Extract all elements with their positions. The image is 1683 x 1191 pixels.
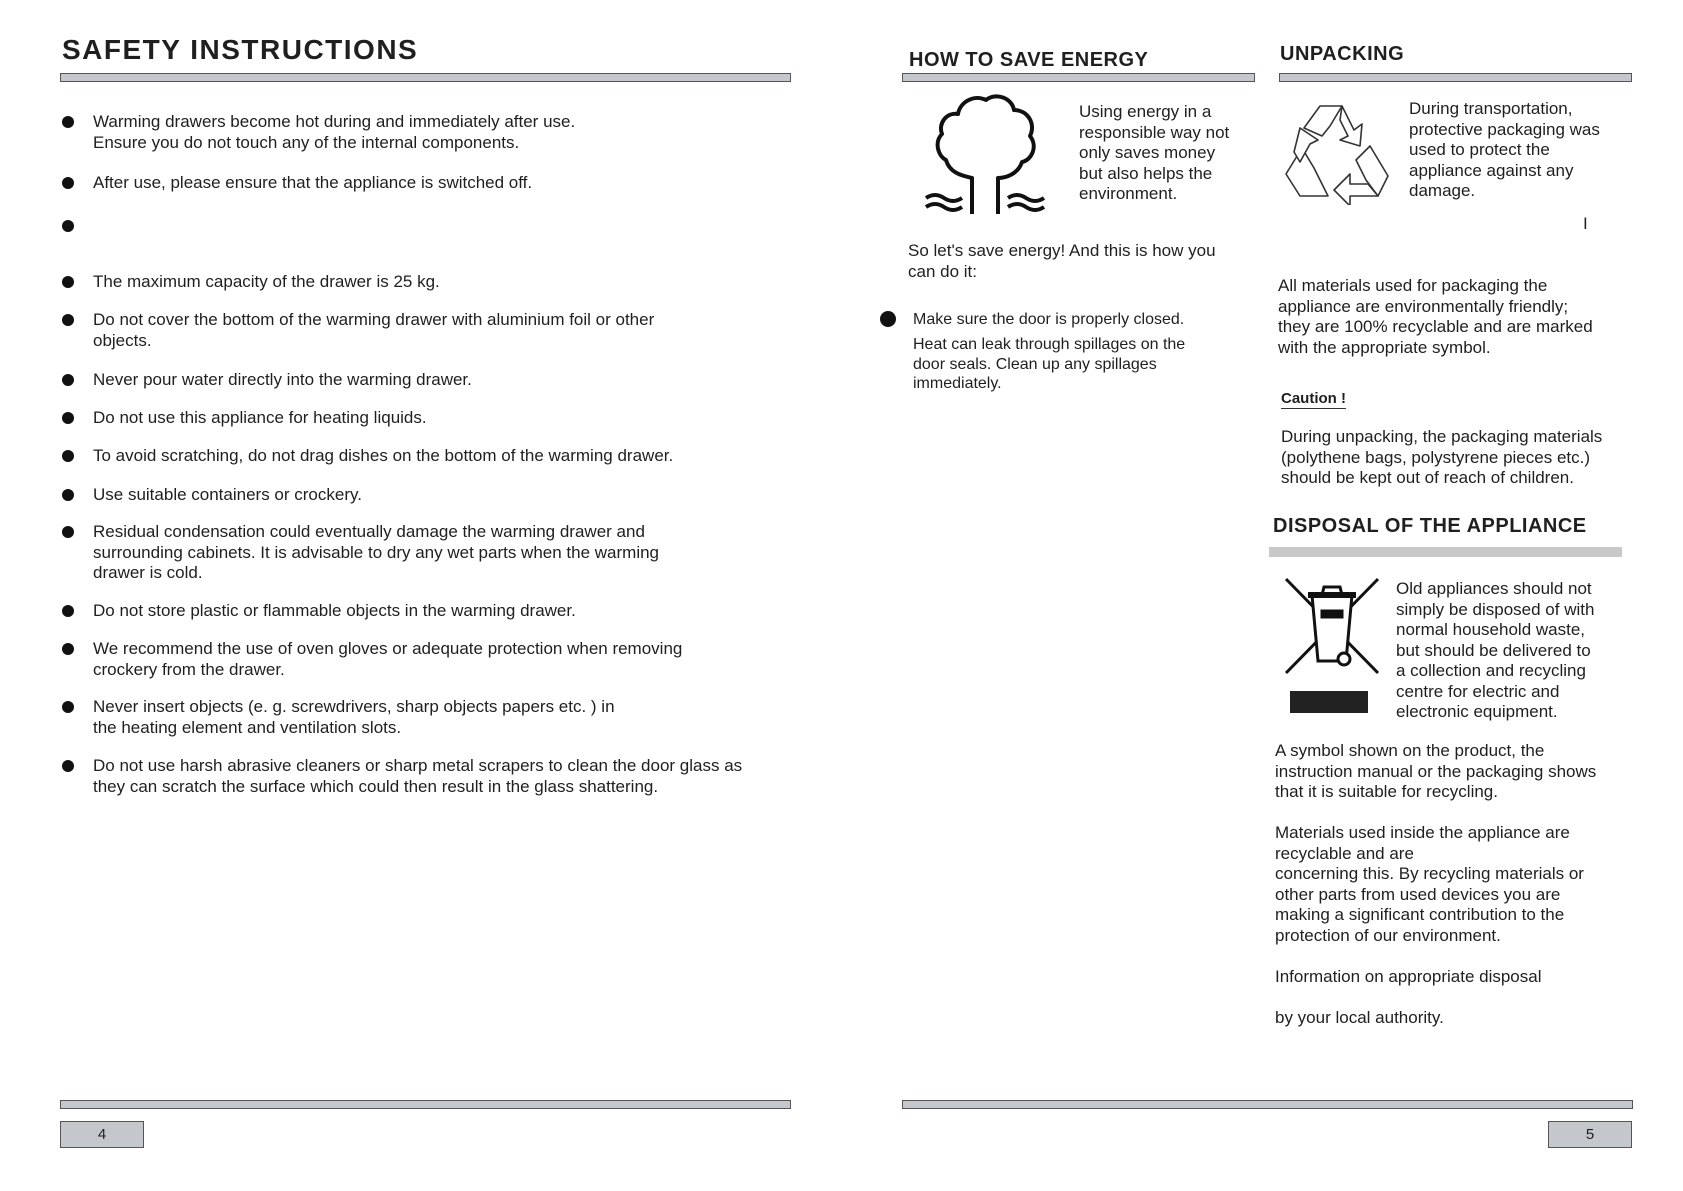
bullet-dot (62, 701, 74, 713)
bullet-dot (62, 760, 74, 772)
safety-bullet-text: Do not store plastic or flammable objects in the warming drawer. (93, 601, 576, 620)
safety-bullet-text: To avoid scratching, do not drag dishes on the bottom of the warming drawer. (93, 446, 674, 465)
bullet-dot (62, 276, 74, 288)
safety-bullet-text: Never pour water directly into the warming drawer. (93, 370, 472, 389)
safety-bullet-text: The maximum capacity of the drawer is 25 kg. (93, 272, 440, 291)
bullet-dot (62, 314, 74, 326)
title-rule (60, 73, 791, 82)
footer-rule-right (902, 1100, 1633, 1109)
unpacking-intro: During transportation, protective packaging was used to protect the appliance against any damage. (1409, 99, 1600, 200)
safety-bullet-text: Residual condensation could eventually damage the warming drawer and surrounding cabinets. It is advisable to dry any wet parts when the warming drawer is cold. (93, 522, 660, 582)
safety-bullet-text: We recommend the use of oven gloves or adequate protection when removing crockery from the drawer. (93, 639, 683, 679)
bullet-dot (62, 526, 74, 538)
tree-water-icon (924, 90, 1054, 220)
energy-rule (902, 73, 1255, 82)
safety-bullet-text: Do not use this appliance for heating liquids. (93, 408, 427, 427)
bullet-dot (62, 450, 74, 462)
disposal-materials-text: Materials used inside the appliance are recyclable and are concerning this. By recycling materials or other parts from used devices you are making a significant contribution to the protection of our environment. (1275, 823, 1584, 945)
disposal-title: DISPOSAL OF THE APPLIANCE (1273, 515, 1587, 537)
disposal-symbol-text: A symbol shown on the product, the instruction manual or the packaging shows that it is suitable for recycling. (1275, 741, 1597, 801)
page-title: SAFETY INSTRUCTIONS (62, 34, 419, 65)
safety-bullet-text: Use suitable containers or crockery. (93, 485, 362, 504)
disposal-rule (1269, 547, 1622, 557)
disposal-info-line2: by your local authority. (1275, 1008, 1444, 1027)
energy-title: HOW TO SAVE ENERGY (909, 49, 1149, 71)
safety-bullet-text: Do not cover the bottom of the warming drawer with aluminium foil or other objects. (93, 310, 655, 350)
bullet-dot (62, 605, 74, 617)
bullet-dot (62, 489, 74, 501)
disposal-info-line1: Information on appropriate disposal (1275, 967, 1542, 986)
bullet-dot (62, 374, 74, 386)
bullet-dot (62, 220, 74, 232)
footer-rule-left (60, 1100, 791, 1109)
bullet-dot (62, 412, 74, 424)
caution-text: During unpacking, the packaging materials (polythene bags, polystyrene pieces etc.) should be kept out of reach of children. (1281, 427, 1603, 487)
energy-lead: So let's save energy! And this is how you can do it: (908, 241, 1216, 281)
safety-bullet-text: After use, please ensure that the appliance is switched off. (93, 173, 533, 192)
page-number-left: 4 (60, 1121, 144, 1148)
safety-bullet-text: Never insert objects (e. g. screwdrivers, sharp objects papers etc. ) in the heating element and ventilation slots. (93, 697, 615, 737)
energy-intro: Using energy in a responsible way not only saves money but also helps the environment. (1079, 102, 1230, 203)
page-number-right: 5 (1548, 1121, 1632, 1148)
bullet-dot (62, 643, 74, 655)
unpacking-stray-mark: I (1583, 214, 1588, 233)
recycle-icon (1284, 100, 1394, 205)
safety-bullet-text: Do not use harsh abrasive cleaners or sharp metal scrapers to clean the door glass as they can scratch the surface which could then result in the glass shattering. (93, 756, 743, 796)
bullet-dot (62, 116, 74, 128)
unpacking-title: UNPACKING (1280, 43, 1405, 65)
energy-bullet-detail: Heat can leak through spillages on the door seals. Clean up any spillages immediately. (913, 336, 1186, 392)
unpacking-rule (1279, 73, 1632, 82)
safety-bullet-text: Warming drawers become hot during and immediately after use. Ensure you do not touch any of the internal components. (93, 112, 576, 152)
energy-bullet: Make sure the door is properly closed. (913, 311, 1185, 328)
disposal-intro: Old appliances should not simply be disposed of with normal household waste, but should be delivered to a collection and recycling centre for electric and electronic equipment. (1396, 579, 1595, 721)
energy-bullet-dot (880, 311, 896, 327)
caution-label: Caution ! (1281, 390, 1346, 407)
unpacking-materials: All materials used for packaging the appliance are environmentally friendly; they are 100% recyclable and are marked with the appropriate symbol. (1278, 276, 1593, 357)
crossed-out-bin-icon (1282, 577, 1382, 717)
bullet-dot (62, 177, 74, 189)
